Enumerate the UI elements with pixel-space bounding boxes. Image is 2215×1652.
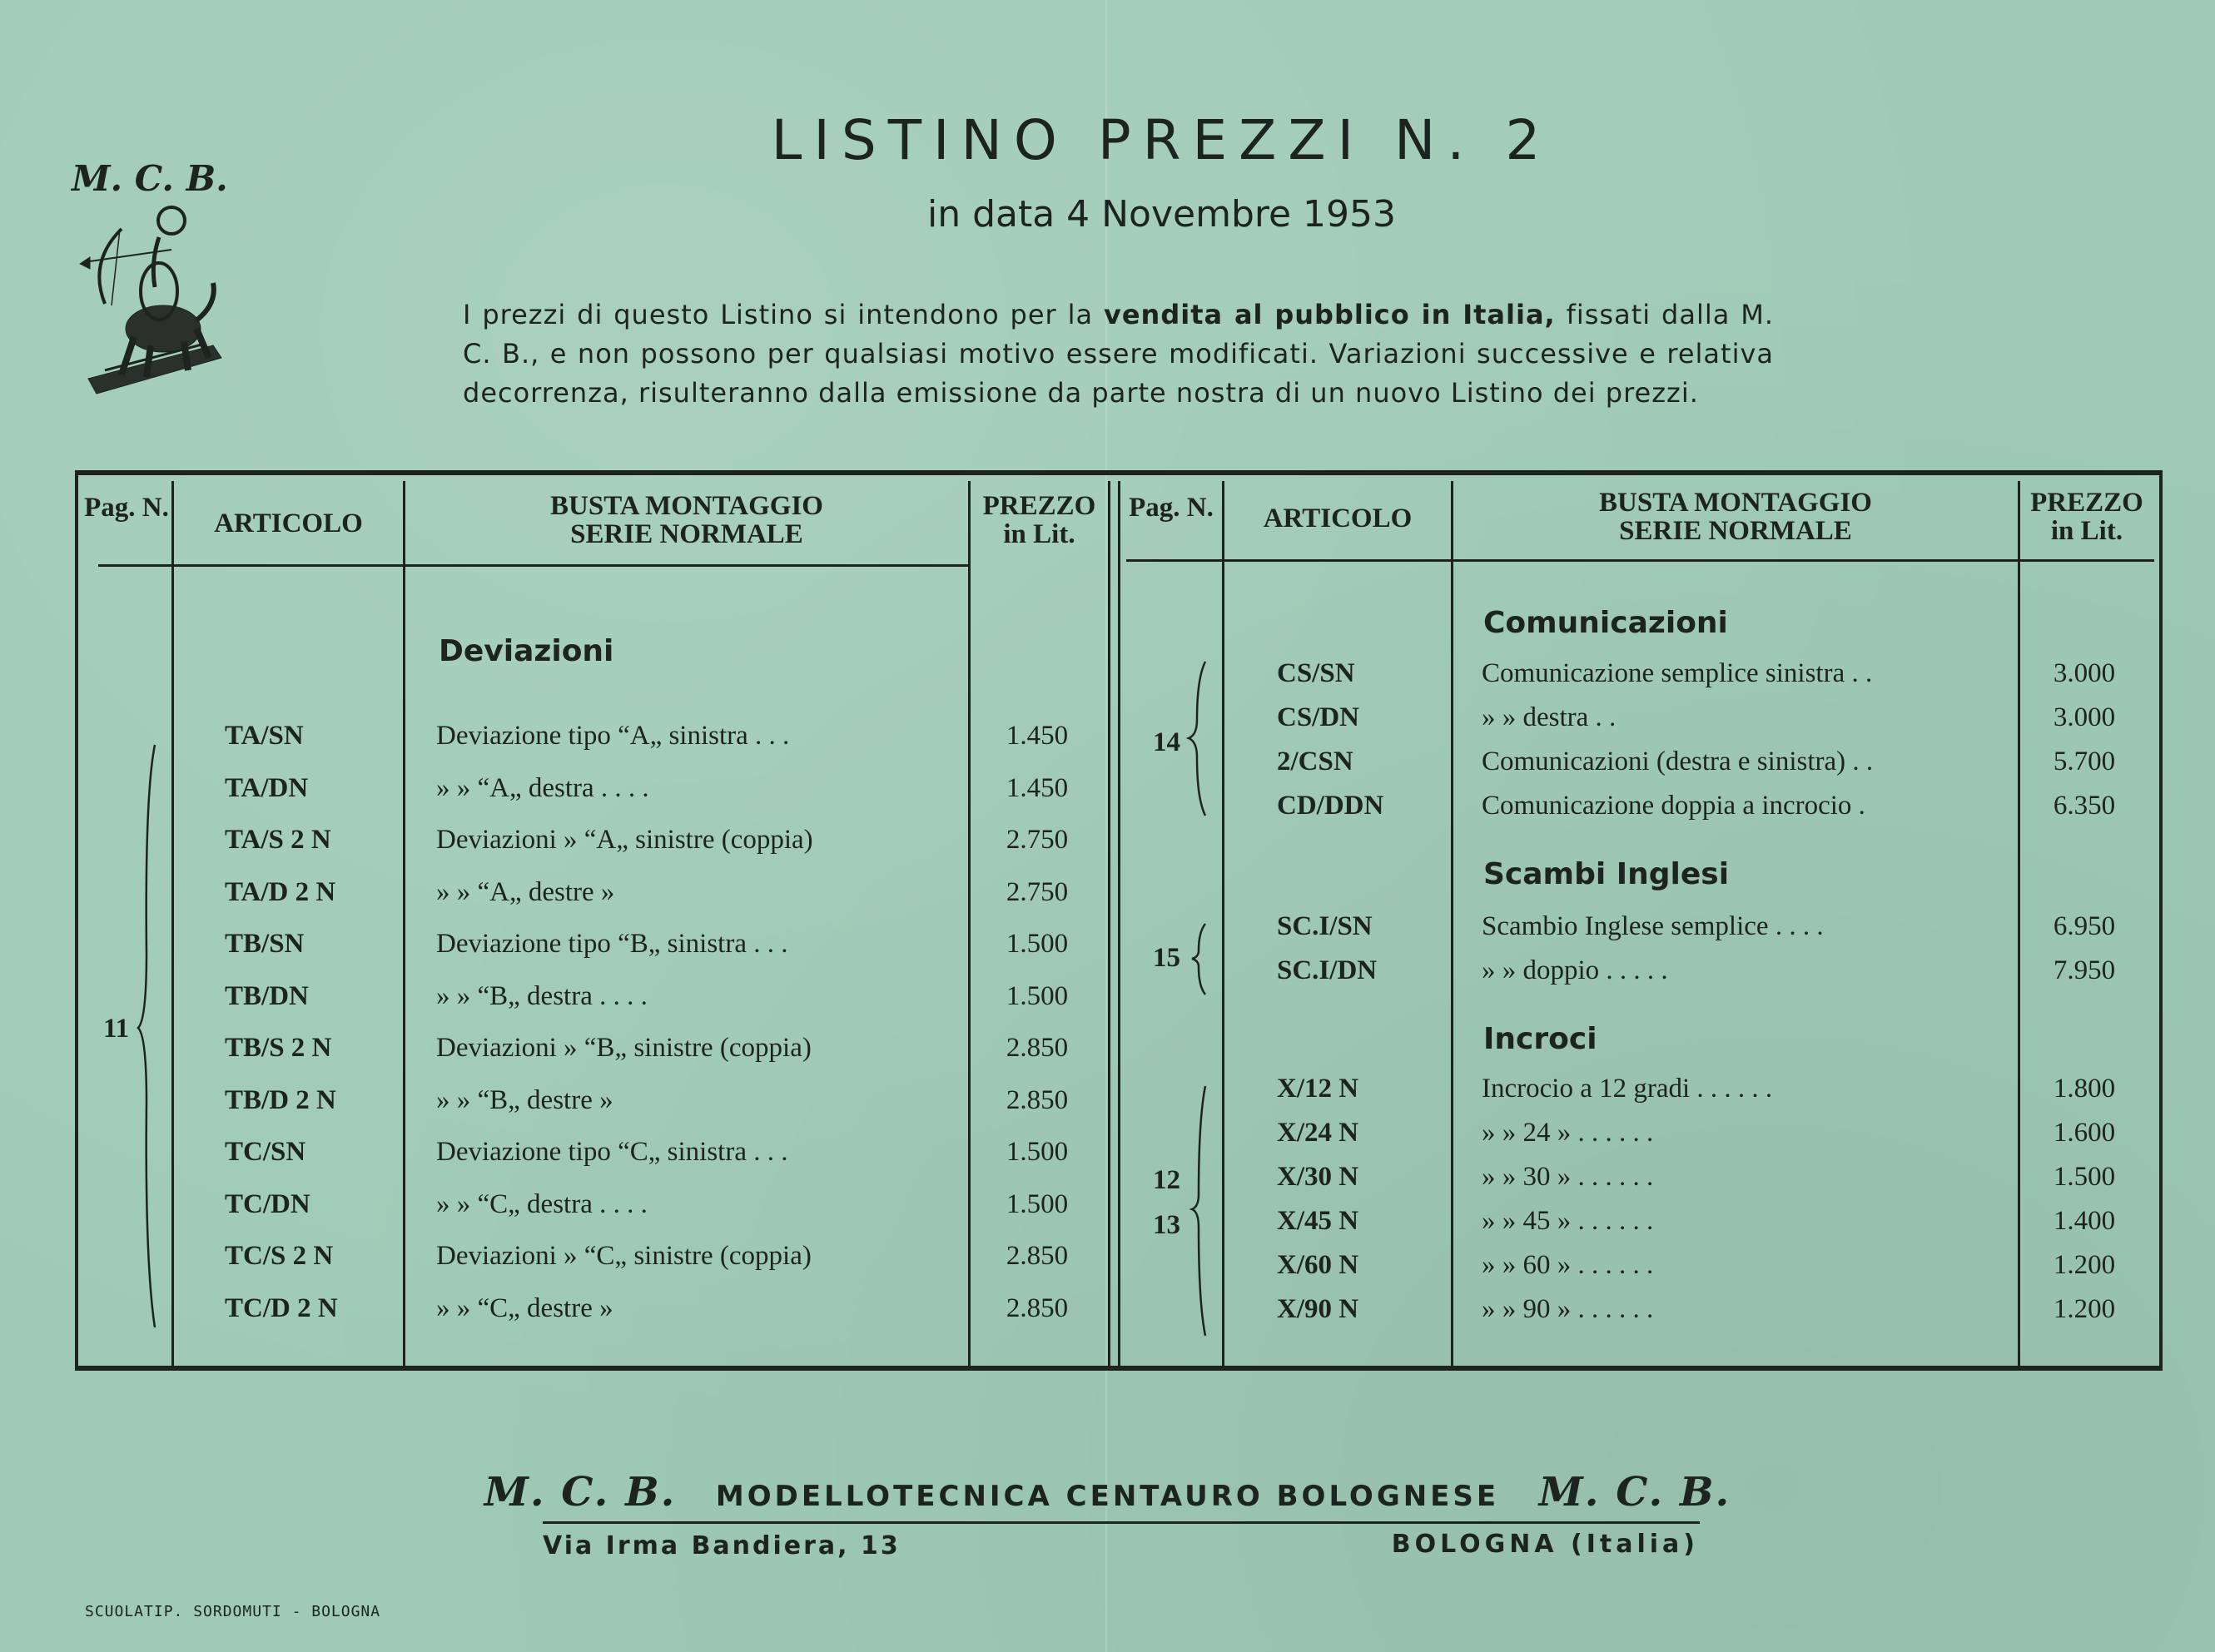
section-scambi-inglesi: Scambi Inglesi xyxy=(1483,857,1730,891)
article-price: 3.000 xyxy=(2053,658,2116,688)
article-price: 1.500 xyxy=(1006,1188,1069,1219)
article-code: TB/SN xyxy=(225,929,305,959)
footer-brand-mark-right: M. C. B. xyxy=(1538,1469,1731,1516)
article-price: 7.950 xyxy=(2053,955,2116,985)
page-number-15: 15 xyxy=(1153,943,1180,973)
article-description: Deviazioni » “B„ sinistre (coppia) xyxy=(436,1033,812,1063)
col-divider xyxy=(1118,481,1120,1368)
col-divider xyxy=(2018,481,2020,1368)
section-deviazioni: Deviazioni xyxy=(439,634,614,668)
article-code: TC/SN xyxy=(225,1137,306,1167)
article-code: CS/DN xyxy=(1277,702,1360,732)
article-description: » » doppio . . . . . xyxy=(1482,955,1668,985)
article-description: » » 45 » . . . . . . xyxy=(1482,1206,1654,1236)
header-underline xyxy=(98,564,968,567)
article-code: 2/CSN xyxy=(1277,747,1353,776)
col-divider xyxy=(1451,481,1453,1368)
header-prezzo: PREZZO in Lit. xyxy=(982,491,1096,549)
article-description: Deviazioni » “A„ sinistre (coppia) xyxy=(436,825,813,855)
article-code: TA/D 2 N xyxy=(225,876,336,907)
article-description: » » “B„ destra . . . . xyxy=(436,980,648,1011)
footer-brand-mark-left: M. C. B. xyxy=(484,1469,677,1516)
article-price: 1.400 xyxy=(2053,1206,2116,1236)
article-price: 2.750 xyxy=(1006,825,1069,855)
article-price: 5.700 xyxy=(2053,747,2116,776)
header-pag-right: Pag. N. xyxy=(1129,493,1214,523)
article-price: 2.750 xyxy=(1006,876,1069,907)
article-code: TC/D 2 N xyxy=(225,1292,338,1323)
article-code: TC/S 2 N xyxy=(225,1241,334,1271)
article-description: » » 24 » . . . . . . xyxy=(1482,1118,1654,1148)
article-code: TB/DN xyxy=(225,980,309,1011)
article-description: » » 60 » . . . . . . xyxy=(1482,1250,1654,1280)
article-price: 2.850 xyxy=(1006,1033,1069,1063)
article-code: SC.I/DN xyxy=(1277,955,1378,985)
article-price: 1.800 xyxy=(2053,1074,2116,1104)
article-description: » » “A„ destre » xyxy=(436,876,615,907)
article-code: TC/DN xyxy=(225,1188,310,1219)
article-code: SC.I/SN xyxy=(1277,911,1373,941)
header-articolo: ARTICOLO xyxy=(214,508,363,538)
page-number-13: 13 xyxy=(1153,1210,1180,1240)
article-price: 6.350 xyxy=(2053,791,2116,821)
footer-divider xyxy=(543,1521,1700,1524)
header-articolo-right: ARTICOLO xyxy=(1263,504,1413,533)
article-description: » » “C„ destra . . . . xyxy=(436,1188,648,1219)
col-divider xyxy=(968,481,971,1368)
intro-text-1: I prezzi di questo Listino si intendono per la xyxy=(463,299,1104,330)
article-price: 1.500 xyxy=(1006,929,1069,959)
article-code: X/45 N xyxy=(1277,1206,1359,1236)
page-title: LISTINO PREZZI N. 2 xyxy=(771,108,1552,172)
brace-left xyxy=(143,745,168,1327)
article-description: Comunicazione doppia a incrocio . xyxy=(1482,791,1865,821)
header-busta-right: BUSTA MONTAGGIO SERIE NORMALE xyxy=(1599,488,1872,546)
article-price: 1.600 xyxy=(2053,1118,2116,1148)
page-number-14: 14 xyxy=(1153,727,1180,757)
brace-scambi xyxy=(1190,924,1215,995)
page-subtitle: in data 4 Novembre 1953 xyxy=(926,193,1397,236)
brand-mark: M. C. B. xyxy=(72,158,228,199)
article-code: TB/D 2 N xyxy=(225,1084,336,1115)
footer-address: Via Irma Bandiera, 13 xyxy=(543,1531,901,1560)
article-description: Deviazione tipo “A„ sinistra . . . xyxy=(436,721,790,751)
article-price: 1.500 xyxy=(1006,1137,1069,1167)
article-description: Comunicazione semplice sinistra . . xyxy=(1482,658,1873,688)
article-price: 3.000 xyxy=(2053,702,2116,732)
header-busta: BUSTA MONTAGGIO SERIE NORMALE xyxy=(550,491,823,549)
article-code: X/60 N xyxy=(1277,1250,1359,1280)
header-pag: Pag. N. xyxy=(84,493,169,523)
article-description: Deviazione tipo “C„ sinistra . . . xyxy=(436,1137,788,1167)
article-code: TB/S 2 N xyxy=(225,1033,332,1063)
article-price: 1.200 xyxy=(2053,1294,2116,1324)
article-description: » » “A„ destra . . . . xyxy=(436,772,649,803)
article-code: X/90 N xyxy=(1277,1294,1359,1324)
intro-text-2: fissati dalla M. C. B., e non possono per qualsiasi motivo essere modificati. Variazioni successive e relativa decorrenza, risulteranno dalla emissione da parte nostra di un nuovo Listino dei prezzi. xyxy=(463,299,1775,409)
article-price: 2.850 xyxy=(1006,1084,1069,1115)
col-divider xyxy=(171,481,174,1368)
article-price: 1.450 xyxy=(1006,721,1069,751)
article-code: TA/SN xyxy=(225,721,304,751)
article-price: 2.850 xyxy=(1006,1292,1069,1323)
article-price: 2.850 xyxy=(1006,1241,1069,1271)
page-number-11: 11 xyxy=(103,1014,130,1044)
col-divider xyxy=(1222,481,1224,1368)
article-code: TA/S 2 N xyxy=(225,825,331,855)
article-description: » » 90 » . . . . . . xyxy=(1482,1294,1654,1324)
article-description: » » “C„ destre » xyxy=(436,1292,613,1323)
brace-comunicazioni xyxy=(1190,662,1215,816)
article-description: Deviazioni » “C„ sinistre (coppia) xyxy=(436,1241,812,1271)
article-description: » » destra . . xyxy=(1482,702,1617,732)
article-code: X/12 N xyxy=(1277,1074,1359,1104)
section-incroci: Incroci xyxy=(1483,1022,1597,1056)
article-description: » » “B„ destre » xyxy=(436,1084,613,1115)
footer-brand xyxy=(0,1469,2215,1516)
brace-incroci xyxy=(1190,1086,1215,1336)
page-number-12: 12 xyxy=(1153,1165,1180,1195)
article-code: CD/DDN xyxy=(1277,791,1384,821)
article-price: 1.450 xyxy=(1006,772,1069,803)
intro-paragraph xyxy=(463,295,1774,413)
article-price: 1.500 xyxy=(2053,1162,2116,1192)
header-underline xyxy=(1126,559,2154,562)
article-price: 1.200 xyxy=(2053,1250,2116,1280)
article-code: CS/SN xyxy=(1277,658,1355,688)
article-description: Incrocio a 12 gradi . . . . . . xyxy=(1482,1074,1773,1104)
article-description: Scambio Inglese semplice . . . . xyxy=(1482,911,1824,941)
article-description: » » 30 » . . . . . . xyxy=(1482,1162,1654,1192)
article-code: TA/DN xyxy=(225,772,309,803)
printer-credit: SCUOLATIP. SORDOMUTI - BOLOGNA xyxy=(85,1603,381,1620)
article-code: X/24 N xyxy=(1277,1118,1359,1148)
article-description: Comunicazioni (destra e sinistra) . . xyxy=(1482,747,1874,776)
intro-text-bold: vendita al pubblico in Italia, xyxy=(1103,299,1556,330)
footer-city: BOLOGNA (Italia) xyxy=(1391,1530,1699,1559)
header-prezzo-right: PREZZO in Lit. xyxy=(2030,488,2143,546)
col-divider xyxy=(1108,481,1110,1368)
footer-company: MODELLOTECNICA CENTAURO BOLOGNESE xyxy=(715,1480,1500,1513)
article-price: 6.950 xyxy=(2053,911,2116,941)
col-divider xyxy=(403,481,405,1368)
article-description: Deviazione tipo “B„ sinistra . . . xyxy=(436,929,788,959)
section-comunicazioni: Comunicazioni xyxy=(1483,606,1728,640)
article-code: X/30 N xyxy=(1277,1162,1359,1192)
article-price: 1.500 xyxy=(1006,980,1069,1011)
